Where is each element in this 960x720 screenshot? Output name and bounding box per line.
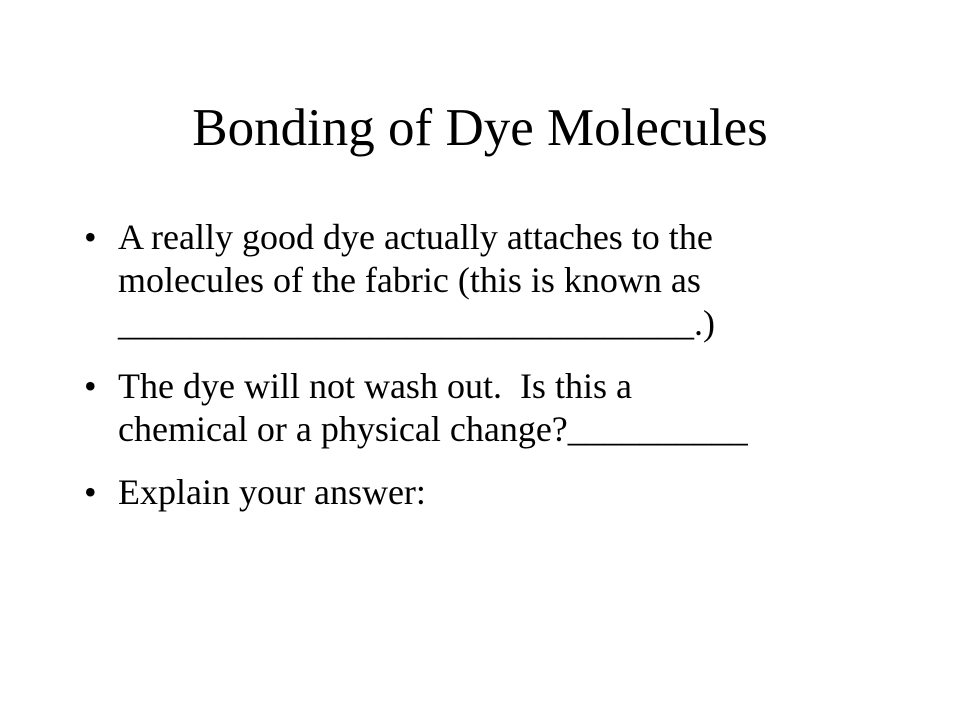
bullet-item-explain xyxy=(84,471,924,514)
slide-title: Bonding of Dye Molecules xyxy=(192,99,768,157)
bullet-item-change-question xyxy=(84,365,924,451)
answer-blank-line: ________________________________.) xyxy=(118,303,715,343)
bullet-icon: • xyxy=(84,217,97,257)
bullet-line: chemical or a physical change?__________ xyxy=(118,409,748,449)
bullet-line: The dye will not wash out. Is this a xyxy=(118,366,632,406)
bullet-icon: • xyxy=(84,472,97,512)
bullet-line: A really good dye actually attaches to the xyxy=(118,217,713,257)
bullet-list xyxy=(84,216,924,534)
bullet-icon: • xyxy=(84,366,97,406)
bullet-line: Explain your answer: xyxy=(118,472,426,512)
bullet-item-bonding xyxy=(84,216,924,345)
bullet-line: molecules of the fabric (this is known as xyxy=(118,260,701,300)
